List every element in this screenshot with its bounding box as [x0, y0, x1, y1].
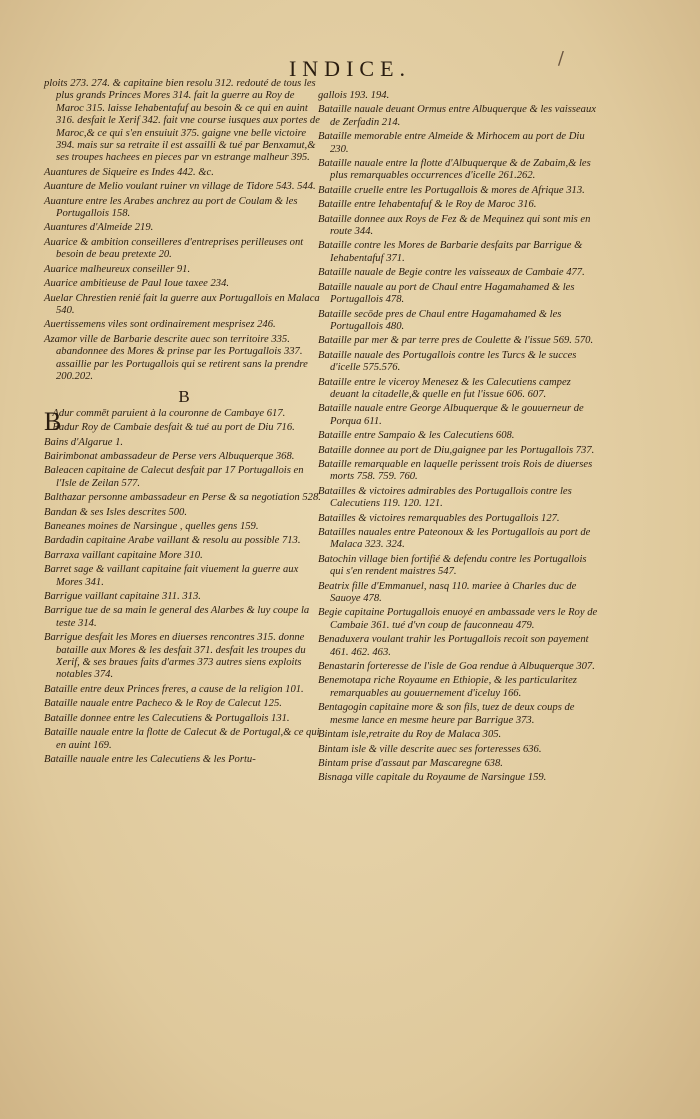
index-entry: Bardadin capitaine Arabe vaillant & resolu au possible 713.	[44, 535, 301, 547]
index-entry: Batochin village bien fortifié & defendu contre les Portugallois qui s'en rendent maistres 547.	[318, 553, 587, 578]
index-entry: Batailles & victoires remarquables des Portugallois 127.	[318, 512, 560, 524]
index-entry: Beatrix fille d'Emmanuel, nasq 110. mariee à Charles duc de Sauoye 478.	[318, 580, 577, 605]
entry-text: Adur commēt paruient à la couronne de Cambaye 617.	[52, 407, 286, 419]
index-entry: gallois 193. 194.	[318, 90, 390, 101]
index-entry: Baleacen capitaine de Calecut desfait par 17 Portugallois en l'Isle de Zeilan 577.	[44, 465, 304, 489]
index-entry: Bataille nauale entre les Calecutiens & les Portu-	[44, 753, 256, 765]
index-entry: Badur Roy de Cambaie desfait & tué au port de Diu 716.	[52, 422, 295, 434]
right-entries	[318, 90, 598, 785]
corner-mark: /	[557, 48, 564, 69]
index-entry: Bataille memorable entre Almeide & Mirhocem au port de Diu 230.	[318, 131, 585, 155]
index-entry: Bintam isle & ville descrite auec ses forteresses 636.	[318, 743, 542, 755]
section-letter-b: B	[178, 387, 190, 407]
index-entry: Benemotapa riche Royaume en Ethiopie, & les particularitez remarquables au gouuernement d'iceluy 166.	[318, 675, 577, 699]
index-entry: Bintam isle,retraite du Roy de Malaca 305.	[318, 729, 502, 741]
index-entry: Azamor ville de Barbarie descrite auec son territoire 335. abandonnee des Mores & prinse par les Portugallois 337. assaillie par les Portugallois qui se retirent sans la prendre 200.202.	[44, 333, 308, 382]
index-entry: Barrigue vaillant capitaine 311. 313.	[44, 591, 201, 603]
index-entry: Bataille nauale des Portugallois contre les Turcs & le succes d'icelle 575.576.	[318, 349, 577, 374]
index-entry: Auantures de Siqueire es Indes 442. &c.	[44, 166, 214, 178]
index-entry: Baneanes moines de Narsingue , quelles gens 159.	[44, 521, 259, 532]
index-entry: Auanture de Melio voulant ruiner vn village de Tidore 543. 544.	[44, 181, 316, 193]
index-entry: Bataille nauale au port de Chaul entre Hagamahamed & les Portugallois 478.	[318, 281, 575, 306]
index-entry: Bandan & ses Isles descrites 500.	[44, 506, 188, 518]
index-entry: Barret sage & vaillant capitaine fait viuement la guerre aux Mores 341.	[44, 564, 299, 588]
index-entry: Bataille secōde pres de Chaul entre Hagamahamed & les Portugallois 480.	[318, 308, 562, 332]
left-entries-before	[44, 78, 324, 383]
index-entry: Auelar Chrestien renié fait la guerre aux Portugallois en Malaca 540.	[44, 292, 320, 316]
index-entry: Auanture entre les Arabes anchrez au port de Coulam & les Portugallois 158.	[44, 195, 298, 220]
left-entries-after	[44, 422, 324, 766]
index-entry: Bairimbonat ambassadeur de Perse vers Albuquerque 368.	[44, 450, 295, 462]
index-entry: Auarice ambitieuse de Paul Ioue taxee 234.	[44, 278, 230, 290]
index-entry: Auertissemens viles sont ordinairement mesprisez 246.	[44, 319, 276, 331]
index-entry: Auantures d'Almeide 219.	[44, 222, 154, 234]
index-entry: Balthazar personne ambassadeur en Perse & sa negotiation 528.	[44, 492, 321, 504]
index-entry: Bintam prise d'assaut par Mascaregne 638.	[318, 757, 503, 769]
index-entry: Bataille entre le viceroy Menesez & les Calecutiens campez deuant la citadelle,& quelle en fut l'issue 606. 607.	[318, 376, 571, 400]
index-entry: Bataille remarquable en laquelle perissent trois Rois de diuerses morts 758. 759. 760.	[318, 458, 593, 483]
index-entry: Benastarin forteresse de l'isle de Goa rendue à Albuquerque 307.	[318, 661, 595, 673]
index-entry: Batailles & victoires admirables des Portugallois contre les Calecutiens 119. 120. 121.	[318, 485, 572, 510]
index-entry: Bains d'Algarue 1.	[44, 436, 124, 448]
index-entry: Bataille entre deux Princes freres, a cause de la religion 101.	[44, 683, 304, 695]
index-entry: Bataille donnee au port de Diu,gaignee par les Portugallois 737.	[318, 444, 595, 456]
index-entry: Bataille cruelle entre les Portugallois & mores de Afrique 313.	[318, 184, 585, 196]
right-column	[318, 90, 598, 787]
left-column	[44, 78, 324, 768]
index-entry: Benaduxera voulant trahir les Portugallois recoit son payement 461. 462. 463.	[318, 634, 589, 658]
index-entry: Bataille donnee entre les Calecutiens & Portugallois 131.	[44, 712, 290, 724]
index-entry: Bataille nauale entre George Albuquerque & le gouuerneur de Porqua 611.	[318, 403, 584, 427]
page-title: INDICE.	[288, 56, 412, 81]
index-entry: Bataille donnee aux Roys de Fez & de Mequinez qui sont mis en route 344.	[318, 213, 591, 238]
index-entry: Bataille nauale entre la flotte d'Albuquerque & de Zabaim,& les plus remarquables occurrences d'icelle 261.262.	[318, 158, 591, 182]
index-entry: Bataille nauale de Begie contre les vaisseaux de Cambaie 477.	[318, 267, 585, 279]
index-entry: Barrigue desfait les Mores en diuerses rencontres 315. donne bataille aux Mores & les desfait 371. desfait les troupes du Xerif, & ses braues faits d'armes 373 autres siens exploits notables 374.	[44, 632, 306, 681]
index-entry: Barraxa vaillant capitaine More 310.	[44, 549, 203, 561]
index-entry: Bataille par mer & par terre pres de Coulette & l'issue 569. 570.	[318, 335, 594, 347]
index-entry: Bataille nauale entre Pacheco & le Roy de Calecut 125.	[44, 698, 282, 710]
index-entry: Barrigue tue de sa main le general des Alarbes & luy coupe la teste 314.	[44, 605, 310, 629]
index-entry: Auarice malheureux conseiller 91.	[44, 263, 191, 275]
index-entry: Bataille nauale deuant Ormus entre Albuquerque & les vaisseaux de Zerfadin 214.	[318, 104, 596, 128]
index-entry: Bataille contre les Mores de Barbarie desfaits par Barrigue & Iehabentafuf 371.	[318, 240, 583, 264]
index-entry: Bataille entre Sampaio & les Calecutiens 608.	[318, 430, 515, 442]
index-entry: Bisnaga ville capitale du Royaume de Narsingue 159.	[318, 772, 547, 784]
index-entry: Bataille nauale entre la flotte de Calecut & de Portugal,& ce qui en auint 169.	[44, 727, 320, 751]
index-entry: ploits 273. 274. & capitaine bien resolu 312. redouté de tous les plus grands Princes Mores 314. fait la guerre au Roy de Maroc 315. laisse Iehabentafuf au besoin & ce qui en auint 316. desfait le Xerif 342. fait vne course iusques aux portes de Maroc,& ce qui s'en ensuiuit 375. gaigne vne belle victoire 394. mais sur sa retraite il est assailli & tué par Benxamut,& ses troupes hachees en pieces par vn estrange malheur 395.	[44, 78, 320, 164]
index-entry: Bentagogin capitaine more & son fils, tuez de deux coups de mesme lance en mesme heure par Barrigue 373.	[318, 702, 575, 726]
index-entry: Bataille entre Iehabentafuf & le Roy de Maroc 316.	[318, 199, 537, 211]
index-entry: Batailles nauales entre Pateonoux & les Portugallois au port de Malaca 323. 324.	[318, 527, 591, 551]
index-entry: Begie capitaine Portugallois enuoyé en ambassade vers le Roy de Cambaie 361. tué d'vn coup de fauconneau 479.	[318, 607, 598, 631]
index-entry: Auarice & ambition conseilleres d'entreprises perilleuses ont besoin de beau pretexte 20.	[44, 236, 304, 261]
dropcap: B	[44, 406, 62, 436]
